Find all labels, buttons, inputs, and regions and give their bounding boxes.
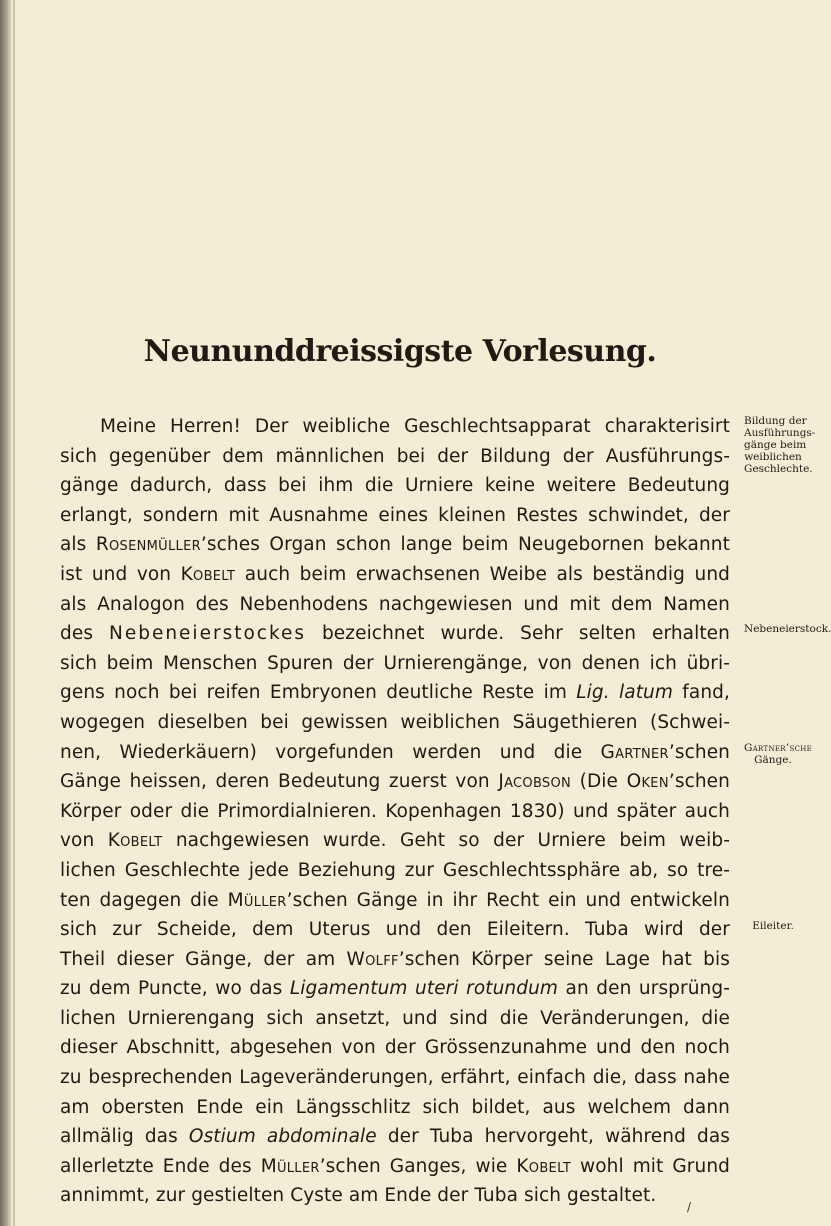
body-text: [60, 412, 730, 1211]
marginal-note-nebeneierstock: Nebeneierstock.: [744, 623, 831, 635]
term-lig-latum: Lig. latum: [576, 682, 673, 704]
book-binding-edge: [0, 0, 12, 1226]
text-line-22: dieser Abschnitt, abgesehen von der Grössenzunahme und den noch: [60, 1037, 730, 1059]
text-line-14: Körper oder die Primordialnieren. Kopenhagen 1830) und später auch: [60, 800, 730, 822]
text-line-6: ist und von Kobelt auch beim erwachsenen Weibe als beständig und: [60, 563, 730, 585]
text-line-11: wogegen dieselben bei gewissen weiblichen Säugethieren (Schwei-: [60, 711, 730, 733]
name-oken: Oken: [626, 771, 669, 793]
text-line-16: lichen Geschlechte jede Beziehung zur Geschlechtssphäre ab, so tre-: [60, 859, 730, 881]
text-line-2: sich gegenüber dem männlichen bei der Bildung der Ausführungs-: [60, 445, 730, 467]
text-line-15: von Kobelt nachgewiesen wurde. Geht so der Urniere beim weib-: [60, 830, 730, 852]
name-jacobson: Jacobson: [498, 771, 572, 793]
name-kobelt: Kobelt: [516, 1155, 572, 1177]
text-line-13: Gänge heissen, deren Bedeutung zuerst von Jacobson (Die Oken’schen: [60, 771, 730, 793]
text-line-21: lichen Urnierengang sich ansetzt, und sind die Veränderungen, die: [60, 1007, 730, 1029]
term-nebeneierstock: Nebeneierstockes: [108, 623, 307, 645]
text-line-23: zu besprechenden Lageveränderungen, erfährt, einfach die, dass nahe: [60, 1067, 730, 1089]
marginal-note-eileiter: Eileiter.: [752, 920, 794, 932]
text-line-9: sich beim Menschen Spuren der Urnierengänge, von denen ich übri-: [60, 652, 730, 674]
text-line-24: am obersten Ende ein Längsschlitz sich bildet, aus welchem dann: [60, 1096, 730, 1118]
text-line-7: als Analogon des Nebenhodens nachgewiesen und mit dem Namen: [60, 593, 730, 615]
text-line-1: Meine Herren! Der weibliche Geschlechtsapparat charakterisirt: [100, 416, 730, 437]
text-line-25: allmälig das Ostium abdominale der Tuba hervorgeht, während das: [60, 1126, 731, 1148]
name-rosenmueller: Rosenmüller: [95, 534, 201, 556]
text-line-18: sich zur Scheide, dem Uterus und den Eileitern. Tuba wird der: [60, 919, 730, 941]
text-line-3: gänge dadurch, dass bei ihm die Urniere keine weitere Bedeutung: [60, 475, 730, 497]
name-mueller: Müller: [260, 1155, 320, 1177]
text-line-12: nen, Wiederkäuern) vorgefunden werden und die Gartner’schen: [60, 741, 730, 763]
term-ligamentum-uteri-rotundum: Ligamentum uteri rotundum: [289, 978, 559, 1000]
name-kobelt: Kobelt: [180, 563, 236, 585]
marginal-note-gartner: Gartner’sche Gänge.: [744, 742, 813, 766]
text-line-10: gens noch bei reifen Embryonen deutliche Reste im Lig. latum fand,: [60, 682, 730, 704]
text-line-20: zu dem Puncte, wo das Ligamentum uteri rotundum an den ursprüng-: [60, 978, 730, 1000]
text-line-4: erlangt, sondern mit Ausnahme eines kleinen Restes schwindet, der: [60, 504, 730, 526]
marginal-note-bildung: Bildung der Ausführungs- gänge beim weiblichen Geschlechte.: [744, 415, 816, 475]
page-mark: /: [687, 1200, 692, 1214]
binding-shadow-line: [13, 0, 15, 1226]
text-line-17: ten dagegen die Müller’schen Gänge in ihr Recht ein und entwickeln: [60, 889, 730, 911]
text-line-27: annimmt, zur gestielten Cyste am Ende der Tuba sich gestaltet.: [60, 1185, 657, 1207]
text-line-19: Theil dieser Gänge, der am Wolff’schen Körper seine Lage hat bis: [60, 948, 730, 970]
chapter-title: Neununddreissigste Vorlesung.: [143, 334, 657, 369]
name-gartner: Gartner: [600, 741, 669, 763]
name-mueller: Müller: [227, 889, 287, 911]
term-ostium-abdominale: Ostium abdominale: [188, 1126, 377, 1148]
text-line-5: als Rosenmüller’sches Organ schon lange beim Neugebornen bekannt: [60, 534, 730, 556]
text-line-8: des Nebeneierstockes bezeichnet wurde. Sehr selten erhalten: [60, 623, 730, 645]
name-wolff: Wolff: [346, 948, 399, 970]
text-line-26: allerletzte Ende des Müller’schen Ganges, wie Kobelt wohl mit Grund: [60, 1155, 730, 1177]
name-kobelt: Kobelt: [107, 830, 163, 852]
